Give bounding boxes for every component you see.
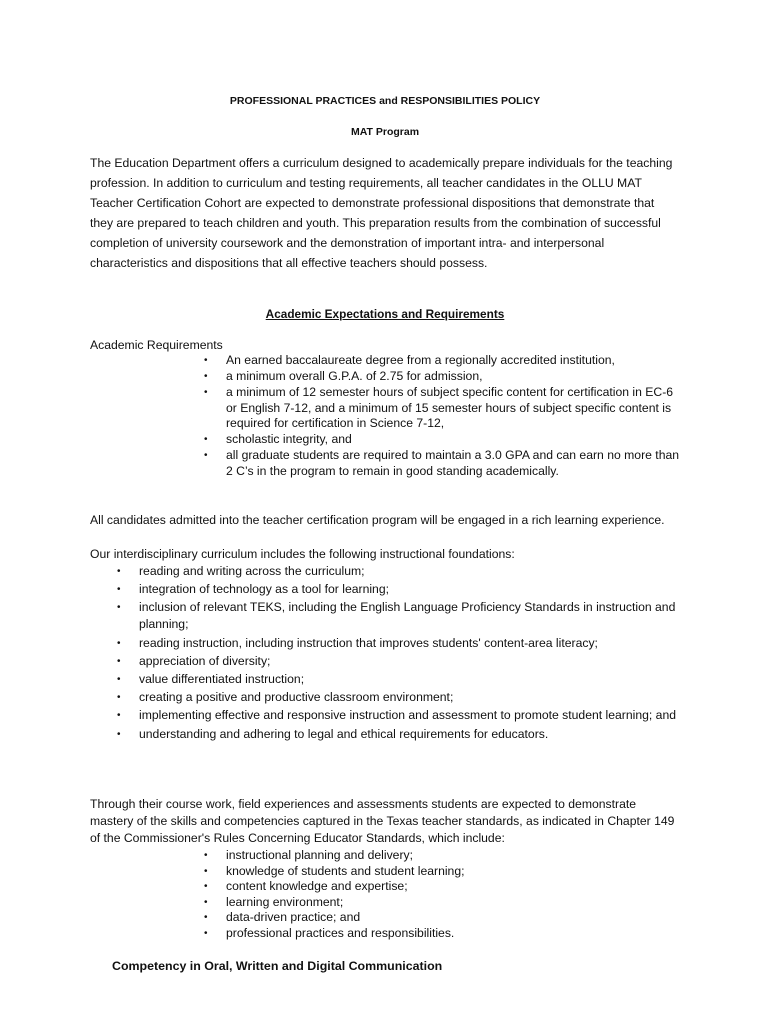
list-item: • reading and writing across the curriculum;: [117, 564, 365, 578]
bullet-icon: •: [117, 673, 121, 685]
bullet-icon: •: [117, 584, 121, 596]
bullet-icon: •: [117, 710, 121, 722]
list-item: • knowledge of students and student learning;: [204, 863, 465, 878]
list-item: • An earned baccalaureate degree from a regionally accredited institution,: [204, 353, 615, 367]
bullet-icon: •: [204, 896, 208, 908]
instructional-foundations-list: [117, 563, 677, 744]
academic-requirements-list: [204, 353, 684, 480]
bullet-icon: •: [204, 927, 208, 939]
bullet-icon: •: [204, 387, 208, 398]
bullet-icon: •: [204, 355, 208, 366]
bullet-icon: •: [117, 655, 121, 667]
list-item: • a minimum overall G.P.A. of 2.75 for admission,: [204, 369, 483, 383]
document-title: PROFESSIONAL PRACTICES and RESPONSIBILITIES POLICY: [229, 95, 541, 107]
bullet-icon: •: [204, 450, 208, 461]
bullet-icon: •: [204, 881, 208, 892]
section-heading: Academic Expectations and Requirements: [265, 307, 505, 321]
list-item: • reading instruction, including instruction that improves students' content-area literacy;: [117, 635, 598, 650]
candidates-paragraph: All candidates admitted into the teacher certification program will be engaged in a rich learning experience.: [90, 513, 665, 527]
list-item: • scholastic integrity, and: [204, 432, 352, 446]
list-item: • understanding and adhering to legal and ethical requirements for educators.: [117, 726, 549, 741]
list-item: • integration of technology as a tool for learning;: [117, 582, 390, 597]
bullet-icon: •: [204, 434, 208, 445]
document-subtitle: MAT Program: [350, 126, 420, 138]
curriculum-intro: Our interdisciplinary curriculum includes the following instructional foundations:: [90, 547, 515, 561]
competency-heading: Competency in Oral, Written and Digital Communication: [112, 959, 443, 973]
bullet-icon: •: [117, 602, 121, 614]
list-item: • a minimum of 12 semester hours of subject specific content for certification in EC-6 or English 7-12, and a minimum of 15 semester hours of subject specific content is required for certification in Science 7-12,: [204, 385, 674, 430]
list-item: • inclusion of relevant TEKS, including the English Language Proficiency Standards in instruction and planning;: [117, 600, 676, 632]
list-item: • professional practices and responsibilities.: [204, 925, 455, 940]
bullet-icon: •: [117, 637, 121, 649]
list-item: • implementing effective and responsive instruction and assessment to promote student learning; and: [117, 708, 677, 723]
academic-requirements-label: Academic Requirements: [90, 338, 223, 352]
bullet-icon: •: [204, 850, 208, 861]
bullet-icon: •: [204, 371, 208, 382]
list-item: • creating a positive and productive classroom environment;: [117, 690, 454, 705]
standards-list: [204, 848, 624, 941]
bullet-icon: •: [117, 692, 121, 704]
standards-paragraph: Through their course work, field experiences and assessments students are expected to demonstrate mastery of the skills and competencies captured in the Texas teacher standards, as indicated in Chapter 149 of the Commissioner's Rules Concerning Educator Standards, which include:: [90, 797, 675, 845]
list-item: • appreciation of diversity;: [117, 653, 271, 668]
list-item: • value differentiated instruction;: [117, 671, 305, 686]
bullet-icon: •: [204, 865, 208, 877]
list-item: • content knowledge and expertise;: [204, 879, 408, 893]
list-item: • learning environment;: [204, 894, 344, 909]
list-item: • data-driven practice; and: [204, 910, 361, 924]
intro-paragraph: The Education Department offers a curriculum designed to academically prepare individuals for the teaching profession. In addition to curriculum and testing requirements, all teacher candidates in the OLLU MAT Teacher Certification Cohort are expected to demonstrate professional dispositions that demonstrate that they are prepared to teach children and youth. This preparation results from the combination of successful completion of university coursework and the demonstration of important intra- and interpersonal characteristics and dispositions that all effective teachers should possess.: [90, 156, 673, 270]
bullet-icon: •: [117, 728, 121, 740]
bullet-icon: •: [204, 912, 208, 923]
list-item: • instructional planning and delivery;: [204, 848, 413, 862]
list-item: • all graduate students are required to maintain a 3.0 GPA and can earn no more than 2 C’s in the program to remain in good standing academically.: [204, 448, 680, 478]
bullet-icon: •: [117, 566, 121, 577]
